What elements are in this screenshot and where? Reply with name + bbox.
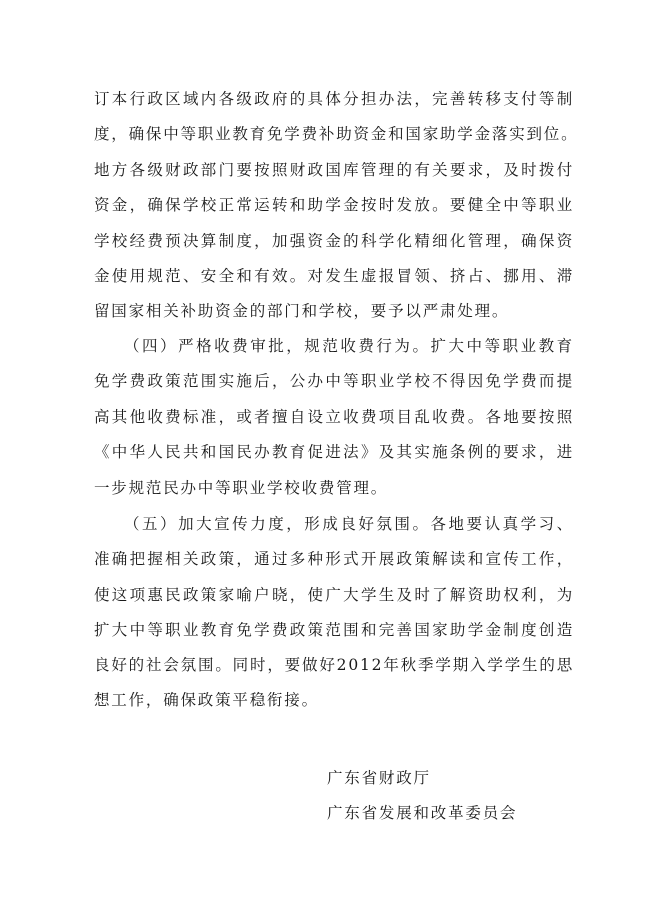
text-line: 地方各级财政部门要按照财政国库管理的有关要求，及时拨付 (94, 161, 574, 179)
signature-issuer: 广东省发展和改革委员会 (327, 804, 518, 822)
text-line: 扩大中等职业教育免学费政策范围和完善国家助学金制度创造 (94, 621, 574, 639)
text-line: 度，确保中等职业教育免学费补助资金和国家助学金落实到位。 (94, 125, 579, 143)
text-line: 免学费政策范围实施后，公办中等职业学校不得因免学费而提 (94, 372, 574, 390)
text-line: 学校经费预决算制度，加强资金的科学化精细化管理，确保资 (94, 232, 574, 250)
text-line: 金使用规范、安全和有效。对发生虚报冒领、挤占、挪用、滞 (94, 267, 574, 285)
signature-issuer: 广东省财政厅 (327, 769, 431, 787)
text-line: 高其他收费标准，或者擅自设立收费项目乱收费。各地要按照 (94, 408, 574, 426)
text-line: 准确把握相关政策，通过多种形式开展政策解读和宣传工作， (94, 550, 574, 568)
text-line: 订本行政区域内各级政府的具体分担办法，完善转移支付等制 (94, 90, 574, 108)
text-line: 想工作，确保政策平稳衔接。 (94, 691, 319, 709)
text-line: （四）严格收费审批，规范收费行为。扩大中等职业教育 (124, 337, 574, 355)
text-line: 使这项惠民政策家喻户晓，使广大学生及时了解资助权利，为 (94, 586, 574, 604)
text-line: 《中华人民共和国民办教育促进法》及其实施条例的要求，进 (94, 443, 574, 461)
text-line: 留国家相关补助资金的部门和学校，要予以严肃处理。 (94, 302, 510, 320)
text-line: （五）加大宣传力度，形成良好氛围。各地要认真学习、 (124, 515, 574, 533)
text-line: 良好的社会氛围。同时，要做好2012年秋季学期入学学生的思 (94, 656, 574, 674)
text-line: 资金，确保学校正常运转和助学金按时发放。要健全中等职业 (94, 196, 574, 214)
text-line: 一步规范民办中等职业学校收费管理。 (94, 479, 389, 497)
